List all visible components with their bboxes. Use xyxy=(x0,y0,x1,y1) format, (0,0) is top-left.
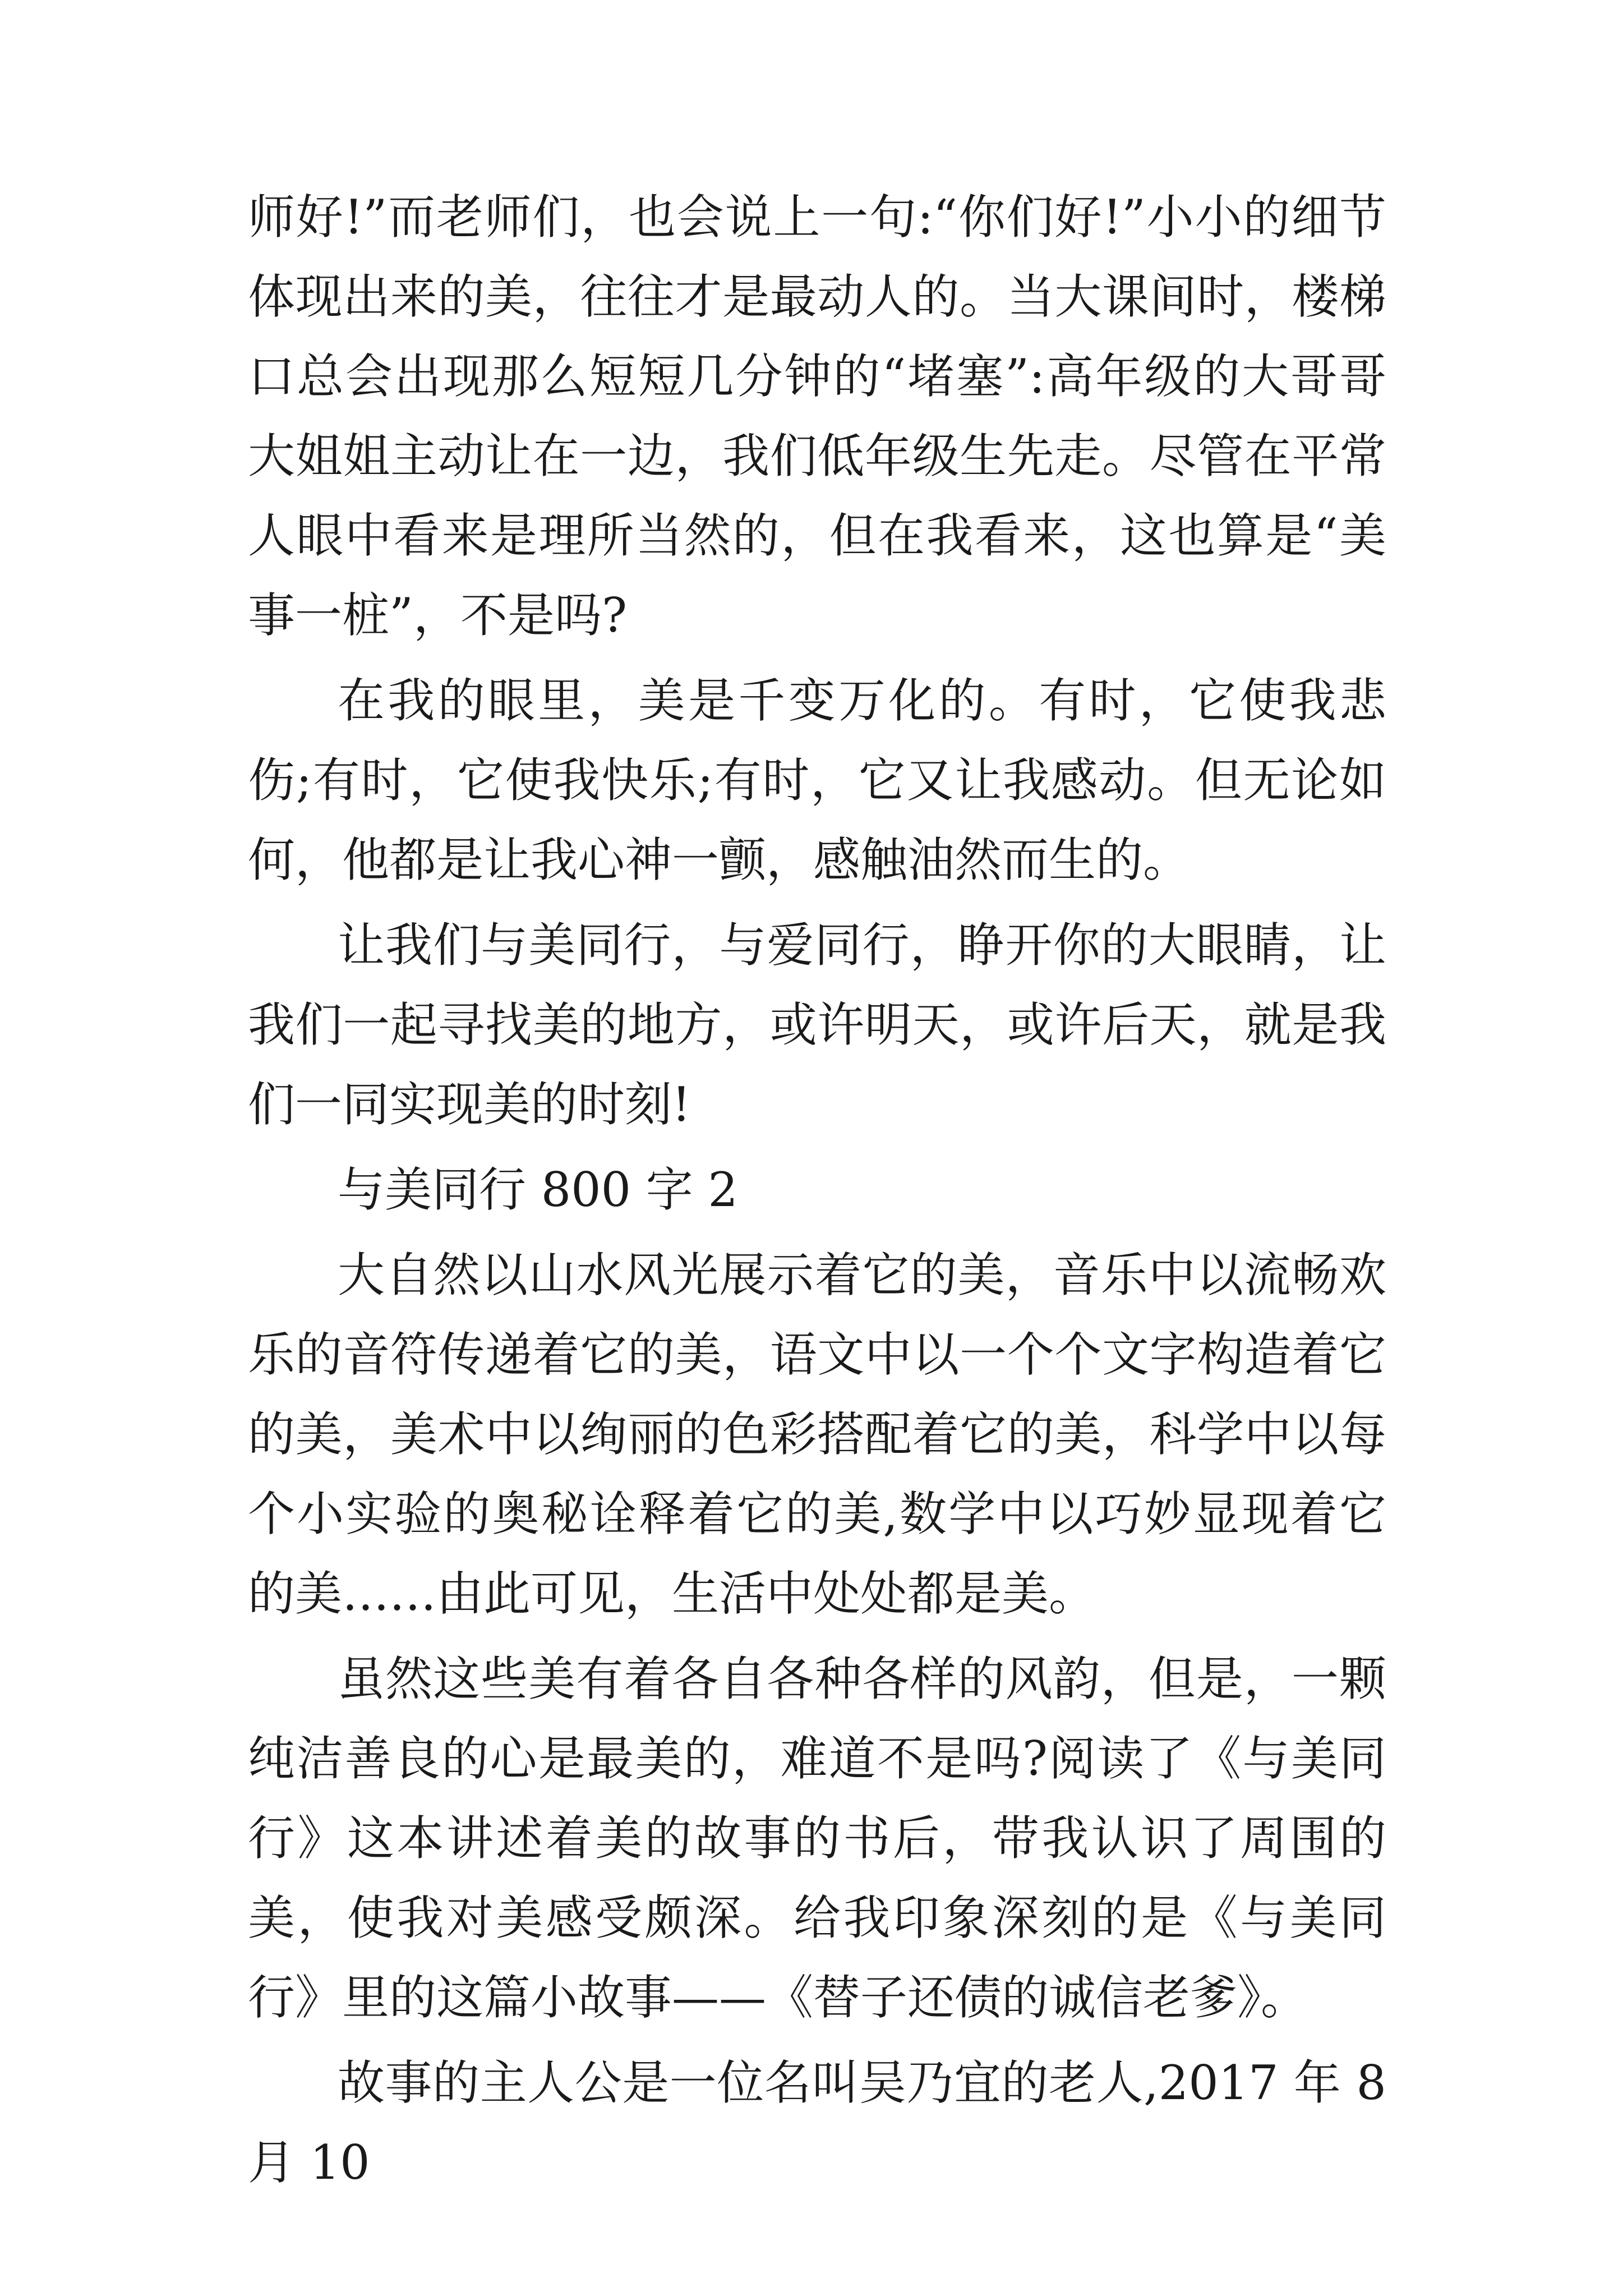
document-body xyxy=(248,177,1386,2208)
paragraph: 大自然以山水风光展示着它的美，音乐中以流畅欢乐的音符传递着它的美，语文中以一个个文字构造着它的美，美术中以绚丽的色彩搭配着它的美，科学中以每个小实验的奥秘诠释着它的美,数学中以巧妙显现着它的美……由此可见，生活中处处都是美。 xyxy=(248,1248,1386,1621)
paragraph: 在我的眼里，美是千变万化的。有时，它使我悲伤;有时，它使我快乐;有时，它又让我感动。但无论如何，他都是让我心神一颤，感触油然而生的。 xyxy=(248,673,1386,887)
paragraph-continued: 师好!”而老师们，也会说上一句:“你们好!”小小的细节体现出来的美，往往才是最动人的。当大课间时，楼梯口总会出现那么短短几分钟的“堵塞”:高年级的大哥哥大姐姐主动让在一边，我们低年级生先走。尽管在平常人眼中看来是理所当然的，但在我看来，这也算是“美事一桩”，不是吗? xyxy=(248,190,1386,643)
paragraph: 故事的主人公是一位名叫吴乃宜的老人,2017 年 8 月 10 xyxy=(248,2055,1386,2190)
paragraph: 虽然这些美有着各自各种各样的风韵，但是，一颗纯洁善良的心是最美的，难道不是吗?阅读了《与美同行》这本讲述着美的故事的书后，带我认识了周围的美，使我对美感受颇深。给我印象深刻的是《与美同行》里的这篇小故事——《替子还债的诚信老爹》。 xyxy=(248,1651,1386,2025)
paragraph: 让我们与美同行，与爱同行，睁开你的大眼睛，让我们一起寻找美的地方，或许明天，或许后天，就是我们一同实现美的时刻! xyxy=(248,918,1386,1132)
section-heading: 与美同行 800 字 2 xyxy=(338,1162,738,1217)
